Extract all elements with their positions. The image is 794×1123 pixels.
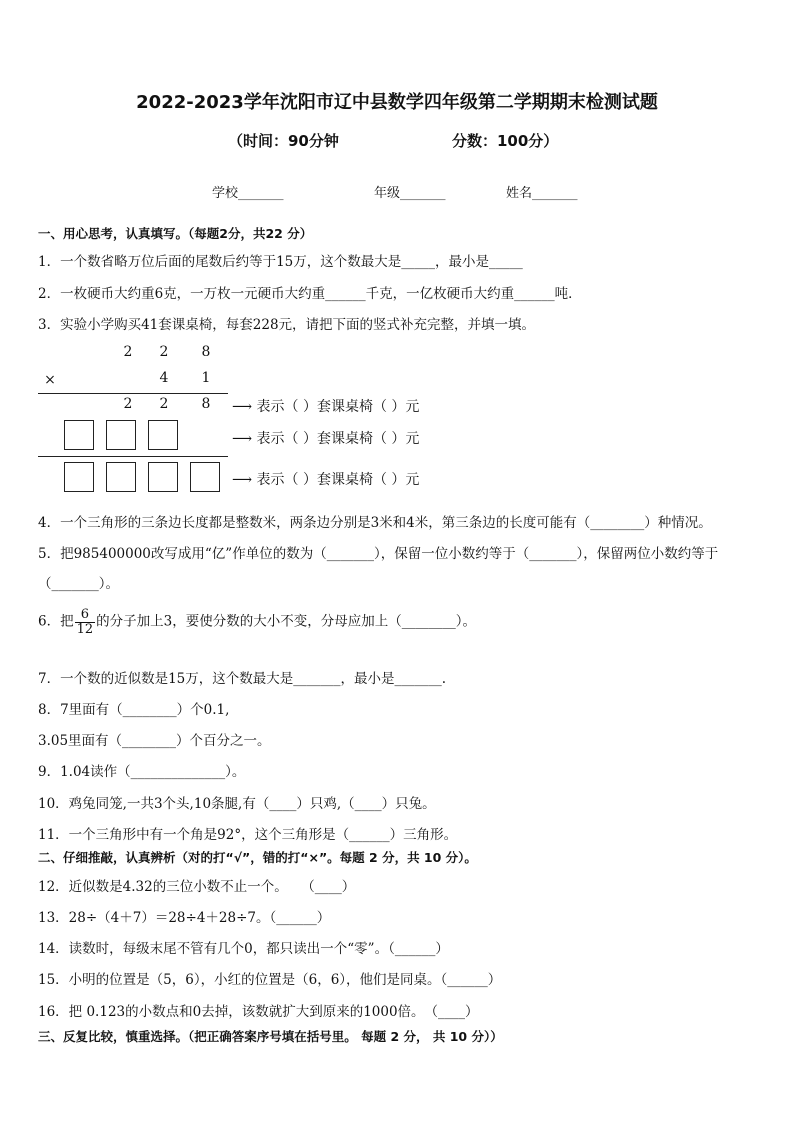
question-14: 14．读数时，每级末尾不管有几个0，都只读出一个“零”。（______） — [38, 941, 449, 957]
arrow-icon: ⟶ — [232, 431, 253, 447]
page-title: 2022-2023学年沈阳市辽中县数学四年级第二学期期末检测试题 — [136, 92, 658, 113]
arrow-icon: ⟶ — [232, 399, 253, 415]
calc-digit: 2 — [123, 344, 133, 360]
calc-line-2 — [38, 456, 228, 457]
fraction-denominator: 12 — [76, 621, 94, 637]
question-5: 5．把985400000改写成用“亿”作单位的数为（_______），保留一位小数约等于（_______），保留两位小数约等于 — [38, 546, 719, 562]
exam-time: （时间：90分钟 — [228, 132, 339, 150]
answer-box[interactable] — [64, 462, 94, 492]
arrow-line-3 — [232, 469, 419, 489]
calc-line-1 — [38, 393, 228, 394]
question-6 — [38, 608, 476, 636]
answer-box[interactable] — [190, 462, 220, 492]
question-9: 9．1.04读作（______________）。 — [38, 764, 246, 780]
question-11: 11．一个三角形中有一个角是92°，这个三角形是（______）三角形。 — [38, 827, 458, 843]
arrow-line-2 — [232, 428, 419, 448]
school-field: 学校_______ — [212, 186, 284, 201]
question-8: 8．7里面有（________）个0.1, — [38, 702, 230, 718]
fraction — [75, 608, 96, 636]
calc-digit: 8 — [201, 396, 211, 412]
section2-heading: 二、仔细推敲，认真辨析（对的打“√”，错的打“×”。每题 2 分，共 10 分）。 — [38, 850, 477, 865]
answer-box[interactable] — [106, 420, 136, 450]
multiply-sign: × — [44, 372, 56, 388]
arrow-line-1 — [232, 396, 419, 416]
q6-prefix: 6．把 — [38, 613, 74, 630]
meaning-text: 表示（ ）套课桌椅（ ）元 — [256, 431, 420, 447]
calc-digit: 2 — [159, 344, 169, 360]
fraction-numerator: 6 — [75, 608, 96, 623]
answer-box[interactable] — [64, 420, 94, 450]
calc-digit: 8 — [201, 344, 211, 360]
question-7: 7．一个数的近似数是15万，这个数最大是_______，最小是_______. — [38, 671, 447, 687]
calc-digit: 2 — [123, 396, 133, 412]
arrow-icon: ⟶ — [232, 472, 253, 488]
calc-digit: 1 — [201, 370, 211, 386]
question-4: 4．一个三角形的三条边长度都是整数米，两条边分别是3米和4米，第三条边的长度可能有（________）种情况。 — [38, 515, 712, 531]
question-10: 10．鸡兔同笼,一共3个头,10条腿,有（____）只鸡,（____）只兔。 — [38, 796, 436, 812]
question-2: 2．一枚硬币大约重6克，一万枚一元硬币大约重______千克，一亿枚硬币大约重______吨． — [38, 286, 582, 302]
exam-score: 分数：100分） — [452, 132, 559, 150]
question-12: 12．近似数是4.32的三位小数不止一个。 （____） — [38, 879, 356, 895]
section3-heading: 三、反复比较，慎重选择。（把正确答案序号填在括号里。 每题 2 分， 共 10 分）） — [38, 1029, 503, 1044]
question-13: 13．28÷（4＋7）＝28÷4＋28÷7。（______） — [38, 910, 331, 926]
question-16: 16．把 0.123的小数点和0去掉，该数就扩大到原来的1000倍。 （____） — [38, 1004, 479, 1020]
grade-field: 年级_______ — [374, 186, 446, 201]
answer-box[interactable] — [148, 462, 178, 492]
calc-digit: 4 — [159, 370, 169, 386]
answer-box[interactable] — [106, 462, 136, 492]
meaning-text: 表示（ ）套课桌椅（ ）元 — [256, 399, 420, 415]
question-5-cont: （_______）。 — [38, 576, 119, 592]
answer-box[interactable] — [148, 420, 178, 450]
question-8-cont: 3.05里面有（________）个百分之一。 — [38, 733, 271, 749]
question-3: 3．实验小学购买41套课桌椅，每套228元，请把下面的竖式补充完整，并填一填。 — [38, 317, 536, 333]
question-1: 1．一个数省略万位后面的尾数后约等于15万，这个数最大是_____，最小是_____ — [38, 254, 523, 270]
meaning-text: 表示（ ）套课桌椅（ ）元 — [256, 472, 420, 488]
calc-digit: 2 — [159, 396, 169, 412]
name-field: 姓名_______ — [506, 186, 578, 201]
section1-heading: 一、用心思考，认真填写。（每题2分，共22 分） — [38, 226, 313, 241]
q6-suffix: 的分子加上3，要使分数的大小不变，分母应加上（________）。 — [96, 613, 476, 630]
question-15: 15．小明的位置是（5，6），小红的位置是（6，6），他们是同桌。（______） — [38, 972, 502, 988]
